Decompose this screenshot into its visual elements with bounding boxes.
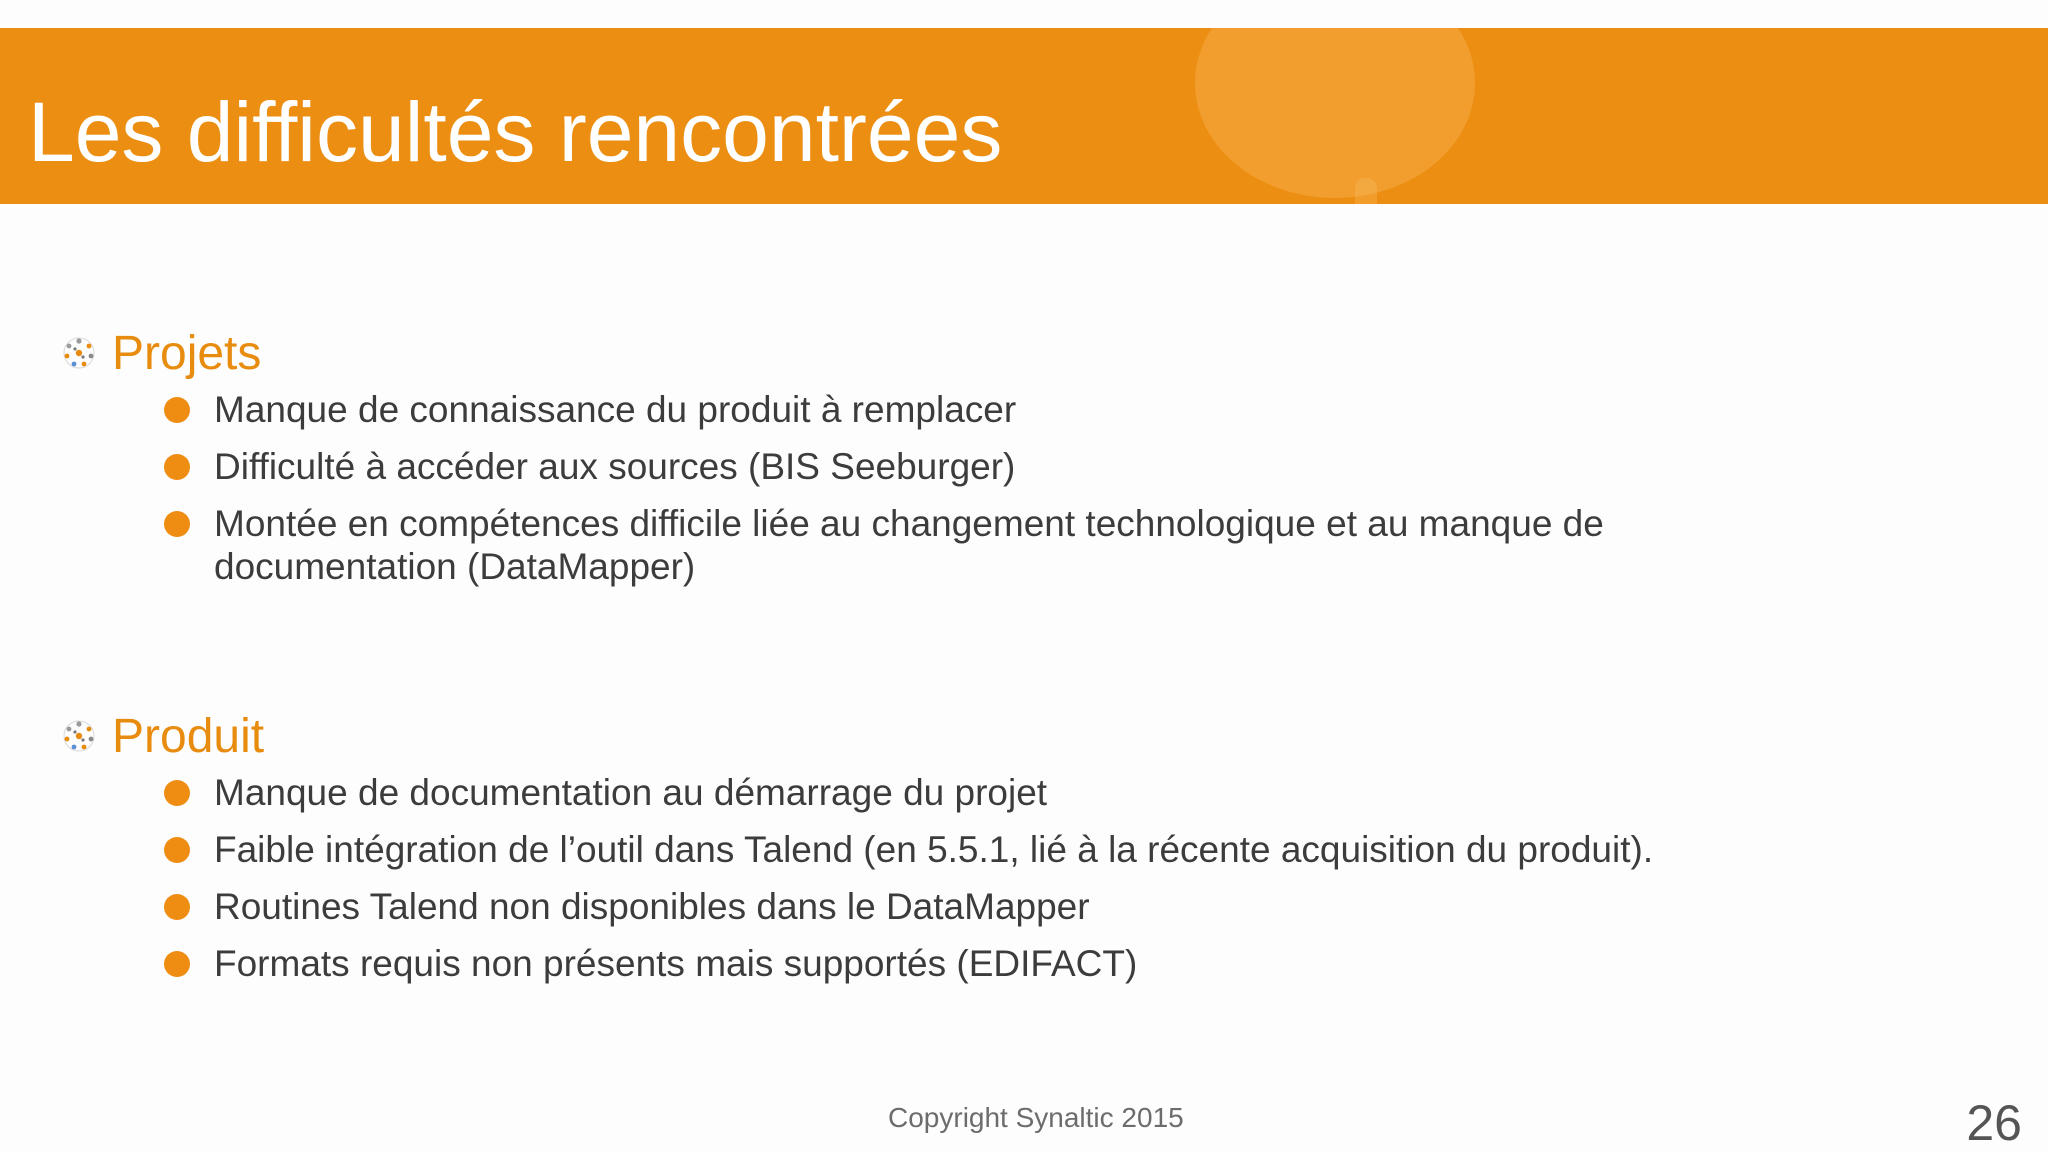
bullet-dot — [164, 454, 190, 480]
bullet-list — [62, 771, 1774, 985]
bullet-text: Formats requis non présents mais supportés (EDIFACT) — [214, 943, 1138, 984]
bullet-dot — [164, 894, 190, 920]
list-item — [62, 885, 1774, 928]
slide-title: Les difficultés rencontrées — [28, 85, 1003, 179]
bullet-dot — [164, 397, 190, 423]
list-item — [62, 502, 1774, 588]
bullet-dot — [164, 511, 190, 537]
bullet-dot — [164, 837, 190, 863]
section-heading-row — [62, 709, 1774, 765]
bullet-text: Manque de connaissance du produit à remplacer — [214, 389, 1017, 430]
banner-decoration-stem — [1355, 178, 1377, 204]
list-item — [62, 771, 1774, 814]
bullet-dot — [164, 951, 190, 977]
list-item — [62, 942, 1774, 985]
bullet-text: Faible intégration de l’outil dans Talend (en 5.5.1, lié à la récente acquisition du produit). — [214, 829, 1654, 870]
bullet-dot — [164, 780, 190, 806]
section-title: Produit — [112, 710, 265, 763]
bullet-text: Montée en compétences difficile liée au changement technologique et au manque de documentation (DataMapper) — [214, 503, 1604, 587]
section-title: Projets — [112, 327, 262, 380]
title-banner — [0, 28, 2048, 204]
sparkle-dots-icon — [62, 719, 96, 753]
section-projets — [62, 326, 1774, 602]
bullet-text: Difficulté à accéder aux sources (BIS Seeburger) — [214, 446, 1016, 487]
list-item — [62, 828, 1774, 871]
bullet-list — [62, 388, 1774, 588]
banner-decoration — [1195, 28, 1475, 198]
section-heading-row — [62, 326, 1774, 382]
bullet-text: Manque de documentation au démarrage du projet — [214, 772, 1048, 813]
sparkle-dots-icon — [62, 336, 96, 370]
section-produit — [62, 709, 1774, 999]
list-item — [62, 445, 1774, 488]
bullet-text: Routines Talend non disponibles dans le DataMapper — [214, 886, 1090, 927]
footer-copyright: Copyright Synaltic 2015 — [888, 1102, 1184, 1133]
page-number: 26 — [1966, 1095, 2022, 1151]
list-item — [62, 388, 1774, 431]
